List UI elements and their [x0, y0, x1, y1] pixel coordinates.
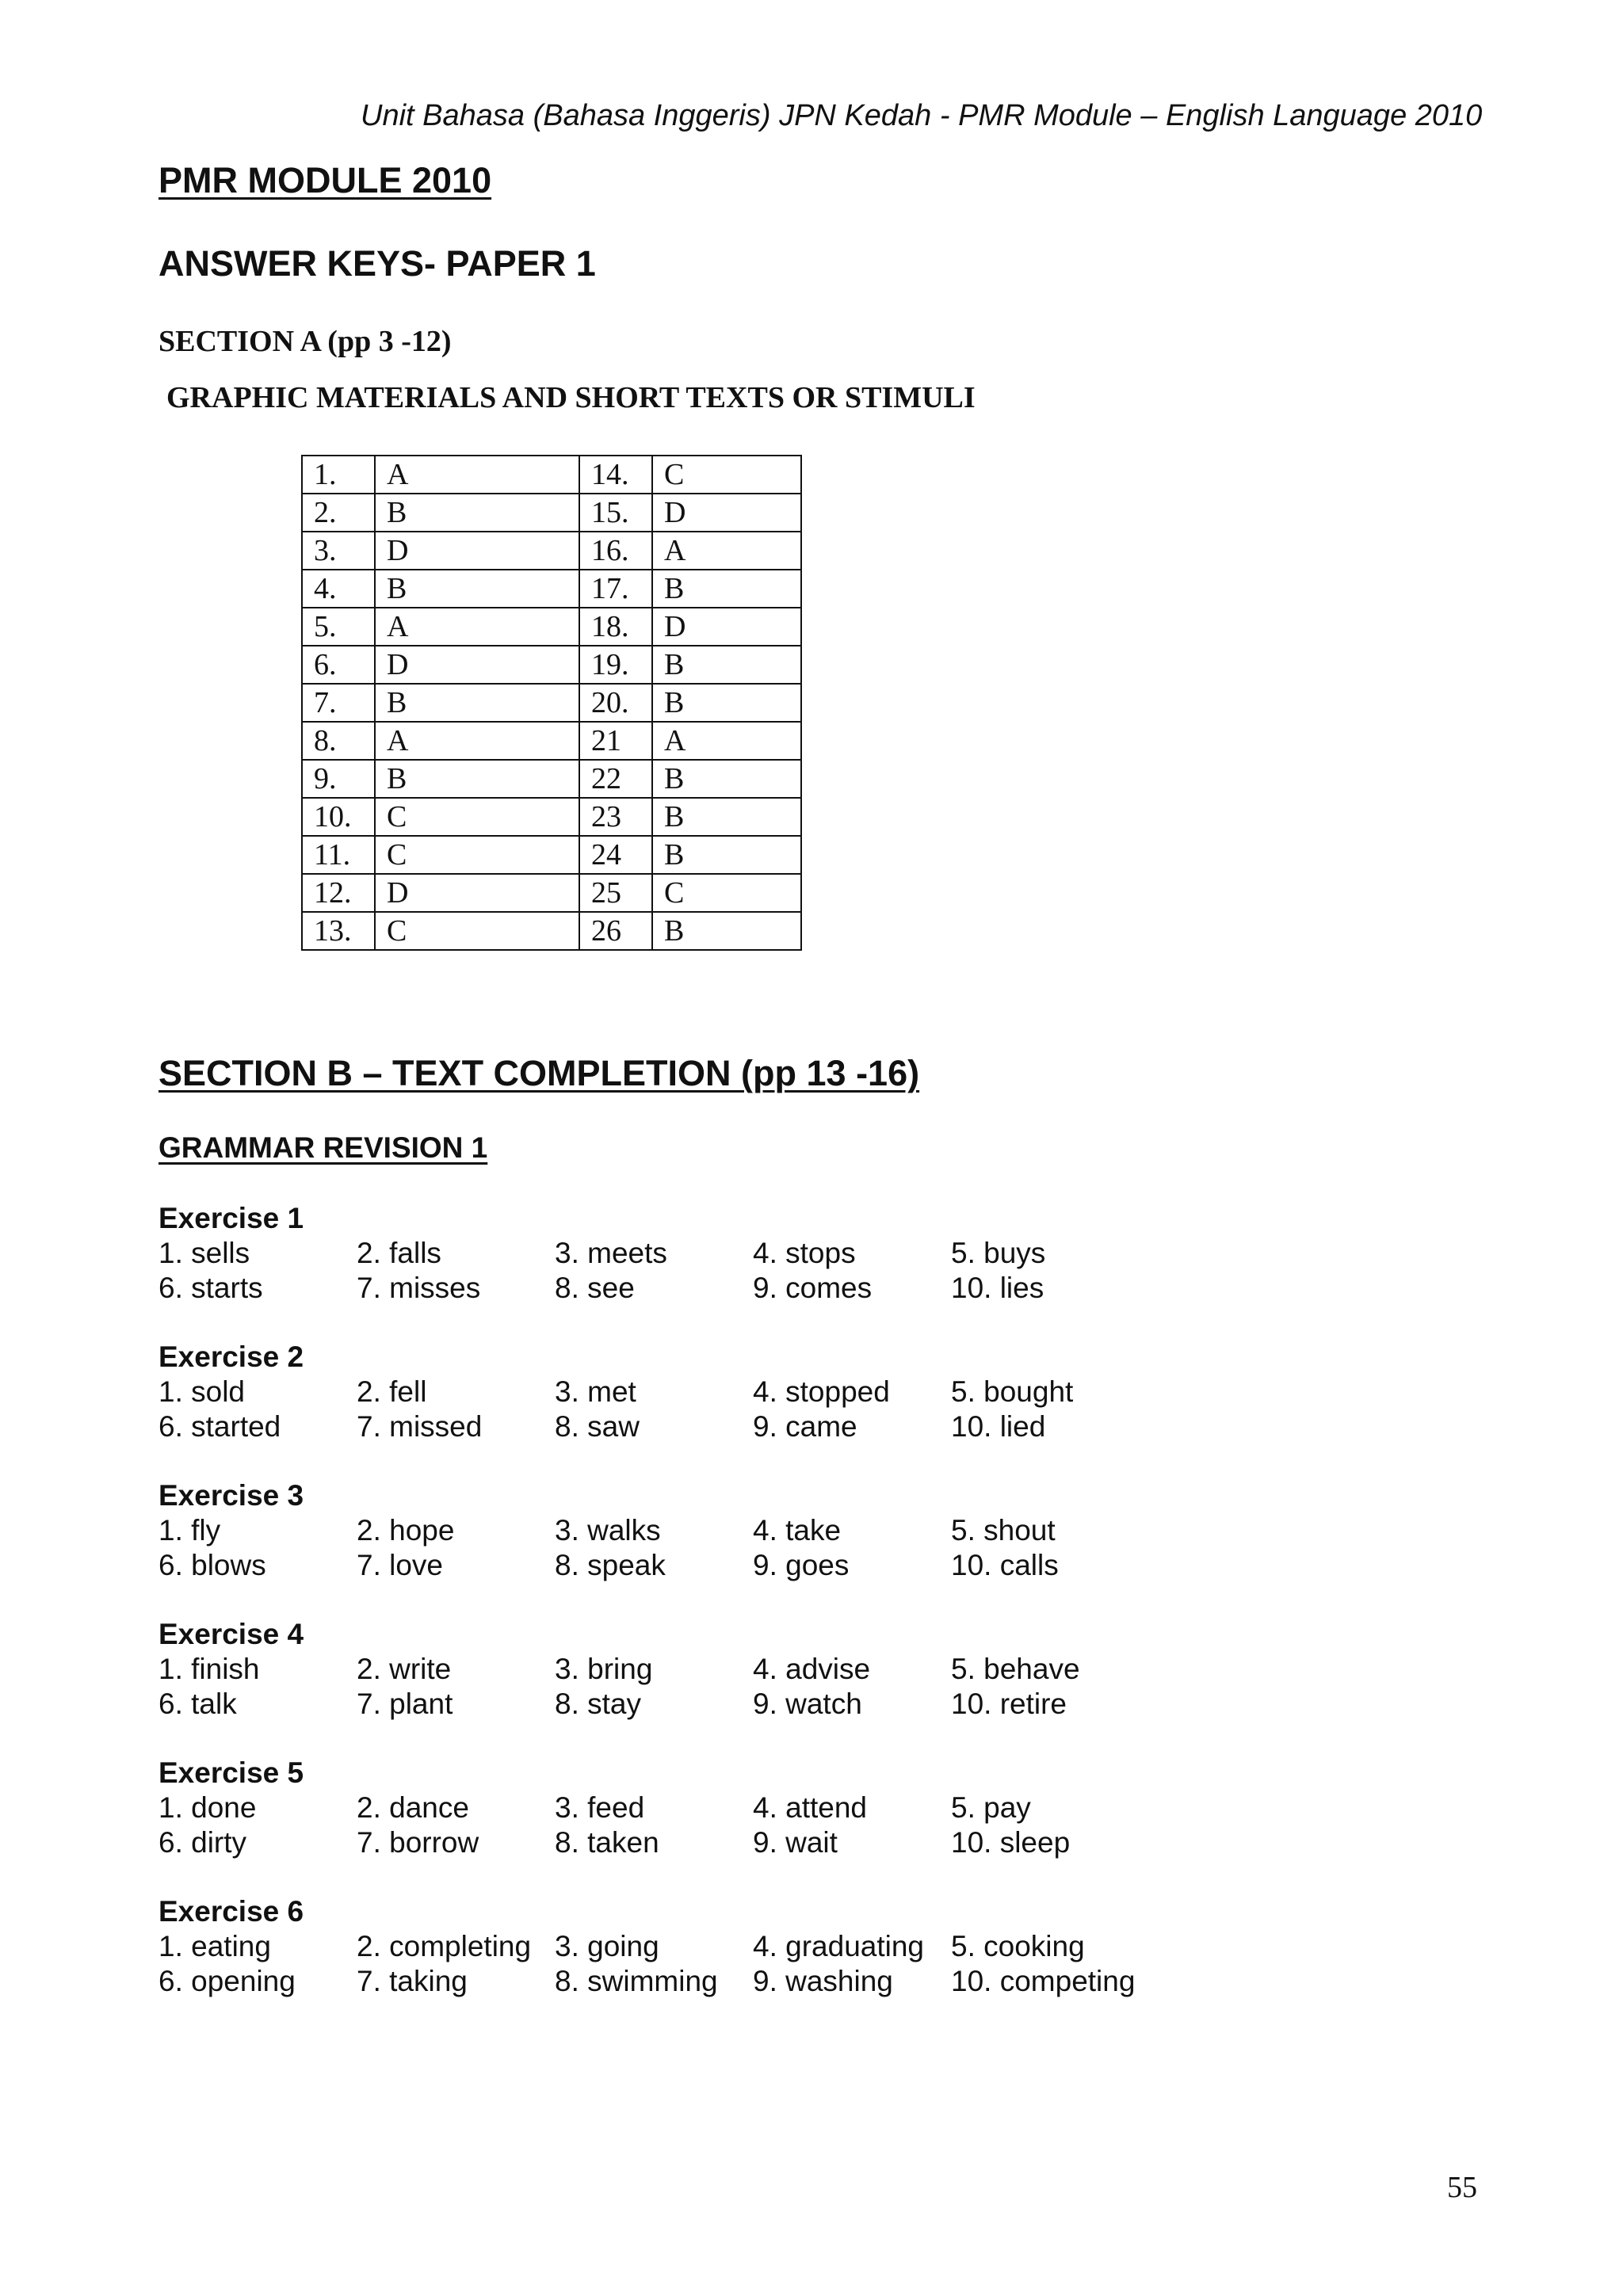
answer-cell: D — [375, 532, 579, 570]
table-row — [302, 608, 801, 646]
exercise-answer: 7. plant — [357, 1688, 453, 1720]
exercise-title: Exercise 2 — [158, 1341, 304, 1373]
exercise-answer: 6. starts — [158, 1272, 263, 1304]
question-number-cell: 19. — [579, 646, 652, 684]
answer-cell: D — [652, 608, 801, 646]
question-number-cell: 9. — [302, 760, 375, 798]
answer-cell: C — [375, 836, 579, 874]
question-number-cell: 18. — [579, 608, 652, 646]
answer-cell: B — [652, 912, 801, 950]
exercise-answer: 8. saw — [555, 1410, 640, 1443]
exercise-answer: 9. goes — [753, 1549, 850, 1581]
section-b-heading: SECTION B – TEXT COMPLETION (pp 13 -16) — [158, 1053, 920, 1093]
answer-cell: B — [375, 684, 579, 722]
exercise-answer: 9. wait — [753, 1826, 838, 1859]
answer-cell: A — [375, 608, 579, 646]
exercise-answer: 1. eating — [158, 1930, 271, 1962]
exercise-answer: 4. advise — [753, 1653, 871, 1685]
answer-cell: C — [375, 912, 579, 950]
exercise-answer: 4. stopped — [753, 1375, 890, 1408]
answer-cell: A — [652, 532, 801, 570]
grammar-revision-heading: GRAMMAR REVISION 1 — [158, 1131, 488, 1164]
exercise-answer: 9. came — [753, 1410, 857, 1443]
exercise-answer-row — [158, 1964, 1426, 1999]
answer-cell: A — [652, 722, 801, 760]
exercise-block — [158, 1756, 1426, 1894]
exercise-answer: 3. met — [555, 1375, 636, 1408]
question-number-cell: 14. — [579, 456, 652, 494]
exercise-answer: 9. washing — [753, 1965, 893, 1997]
exercise-answer: 5. behave — [951, 1653, 1080, 1685]
answer-cell: D — [652, 494, 801, 532]
exercise-answer: 6. dirty — [158, 1826, 247, 1859]
exercise-title: Exercise 3 — [158, 1479, 304, 1512]
exercise-answer: 6. opening — [158, 1965, 296, 1997]
exercise-answer: 2. write — [357, 1653, 452, 1685]
question-number-cell: 3. — [302, 532, 375, 570]
exercise-answer: 8. speak — [555, 1549, 666, 1581]
exercise-title: Exercise 4 — [158, 1618, 304, 1650]
exercise-title: Exercise 6 — [158, 1895, 304, 1928]
exercise-answer: 7. misses — [357, 1272, 481, 1304]
exercise-answer: 7. missed — [357, 1410, 483, 1443]
answer-cell: C — [375, 798, 579, 836]
exercise-list — [158, 1201, 1426, 2033]
exercise-answer-row — [158, 1825, 1426, 1860]
exercise-answer: 10. lied — [951, 1410, 1046, 1443]
exercise-answer: 10. competing — [951, 1965, 1136, 1997]
question-number-cell: 20. — [579, 684, 652, 722]
answer-cell: C — [652, 456, 801, 494]
question-number-cell: 7. — [302, 684, 375, 722]
exercise-answer: 3. walks — [555, 1514, 661, 1547]
exercise-answer: 9. watch — [753, 1688, 862, 1720]
answer-cell: B — [652, 760, 801, 798]
table-row — [302, 798, 801, 836]
table-row — [302, 570, 801, 608]
table-row — [302, 494, 801, 532]
question-number-cell: 4. — [302, 570, 375, 608]
table-row — [302, 646, 801, 684]
page-number: 55 — [1447, 2171, 1477, 2204]
exercise-block — [158, 1201, 1426, 1340]
section-a-answer-table — [301, 455, 802, 951]
answer-cell: B — [375, 760, 579, 798]
question-number-cell: 15. — [579, 494, 652, 532]
exercise-answer: 8. see — [555, 1272, 635, 1304]
exercise-answer: 5. shout — [951, 1514, 1056, 1547]
exercise-answer-row — [158, 1236, 1426, 1271]
table-row — [302, 532, 801, 570]
exercise-answer: 1. finish — [158, 1653, 260, 1685]
exercise-block — [158, 1617, 1426, 1756]
exercise-answer: 7. borrow — [357, 1826, 479, 1859]
exercise-answer: 9. comes — [753, 1272, 873, 1304]
answer-cell: B — [375, 570, 579, 608]
exercise-answer: 8. taken — [555, 1826, 659, 1859]
exercise-block — [158, 1478, 1426, 1617]
exercise-answer: 3. feed — [555, 1791, 645, 1824]
exercise-answer: 5. buys — [951, 1237, 1046, 1269]
answer-cell: B — [652, 646, 801, 684]
answer-cell: B — [375, 494, 579, 532]
answer-cell: B — [652, 570, 801, 608]
page-header: Unit Bahasa (Bahasa Inggeris) JPN Kedah - PMR Module – English Language 2010 — [361, 99, 1483, 132]
section-a-heading: SECTION A (pp 3 -12) — [158, 325, 452, 358]
table-row — [302, 722, 801, 760]
exercise-answer-row — [158, 1548, 1426, 1583]
exercise-answer-row — [158, 1409, 1426, 1444]
exercise-answer: 2. completing — [357, 1930, 532, 1962]
question-number-cell: 6. — [302, 646, 375, 684]
exercise-answer: 5. pay — [951, 1791, 1031, 1824]
question-number-cell: 17. — [579, 570, 652, 608]
answer-cell: A — [375, 456, 579, 494]
exercise-answer-row — [158, 1513, 1426, 1548]
exercise-answer: 7. love — [357, 1549, 444, 1581]
exercise-answer: 5. bought — [951, 1375, 1074, 1408]
exercise-answer: 7. taking — [357, 1965, 468, 1997]
exercise-answer: 4. stops — [753, 1237, 856, 1269]
answer-cell: C — [652, 874, 801, 912]
answer-cell: B — [652, 836, 801, 874]
table-row — [302, 684, 801, 722]
exercise-answer: 3. bring — [555, 1653, 653, 1685]
answer-cell: D — [375, 874, 579, 912]
question-number-cell: 13. — [302, 912, 375, 950]
exercise-answer: 1. done — [158, 1791, 257, 1824]
table-row — [302, 760, 801, 798]
exercise-answer: 2. dance — [357, 1791, 469, 1824]
question-number-cell: 24 — [579, 836, 652, 874]
question-number-cell: 1. — [302, 456, 375, 494]
question-number-cell: 23 — [579, 798, 652, 836]
table-row — [302, 874, 801, 912]
question-number-cell: 11. — [302, 836, 375, 874]
question-number-cell: 2. — [302, 494, 375, 532]
exercise-answer: 6. blows — [158, 1549, 266, 1581]
question-number-cell: 21 — [579, 722, 652, 760]
answer-keys-title: ANSWER KEYS- PAPER 1 — [158, 243, 596, 284]
section-a-subheading: GRAPHIC MATERIALS AND SHORT TEXTS OR STIMULI — [166, 381, 976, 414]
table-row — [302, 456, 801, 494]
question-number-cell: 26 — [579, 912, 652, 950]
exercise-answer: 10. calls — [951, 1549, 1059, 1581]
exercise-answer-row — [158, 1687, 1426, 1722]
question-number-cell: 25 — [579, 874, 652, 912]
exercise-answer: 8. stay — [555, 1688, 641, 1720]
exercise-answer: 2. fell — [357, 1375, 427, 1408]
answer-cell: B — [652, 684, 801, 722]
exercise-answer: 10. sleep — [951, 1826, 1071, 1859]
question-number-cell: 5. — [302, 608, 375, 646]
exercise-title: Exercise 5 — [158, 1756, 304, 1789]
exercise-answer: 5. cooking — [951, 1930, 1085, 1962]
exercise-answer: 2. falls — [357, 1237, 441, 1269]
exercise-answer: 8. swimming — [555, 1965, 718, 1997]
answer-cell: D — [375, 646, 579, 684]
table-row — [302, 836, 801, 874]
exercise-answer: 1. sold — [158, 1375, 246, 1408]
exercise-answer: 1. fly — [158, 1514, 221, 1547]
question-number-cell: 8. — [302, 722, 375, 760]
module-title: PMR MODULE 2010 — [158, 160, 492, 200]
exercise-answer: 1. sells — [158, 1237, 250, 1269]
exercise-answer: 10. lies — [951, 1272, 1044, 1304]
exercise-answer-row — [158, 1652, 1426, 1687]
exercise-answer-row — [158, 1375, 1426, 1409]
exercise-block — [158, 1340, 1426, 1478]
exercise-answer: 4. take — [753, 1514, 842, 1547]
question-number-cell: 22 — [579, 760, 652, 798]
exercise-answer: 4. attend — [753, 1791, 868, 1824]
exercise-answer: 6. started — [158, 1410, 281, 1443]
exercise-answer: 3. going — [555, 1930, 659, 1962]
table-row — [302, 912, 801, 950]
answer-cell: A — [375, 722, 579, 760]
exercise-answer: 6. talk — [158, 1688, 237, 1720]
exercise-block — [158, 1894, 1426, 2033]
exercise-answer-row — [158, 1929, 1426, 1964]
answer-cell: B — [652, 798, 801, 836]
exercise-answer: 10. retire — [951, 1688, 1067, 1720]
question-number-cell: 10. — [302, 798, 375, 836]
exercise-answer: 2. hope — [357, 1514, 455, 1547]
exercise-title: Exercise 1 — [158, 1202, 304, 1234]
exercise-answer: 4. graduating — [753, 1930, 925, 1962]
question-number-cell: 16. — [579, 532, 652, 570]
exercise-answer-row — [158, 1791, 1426, 1825]
exercise-answer: 3. meets — [555, 1237, 667, 1269]
exercise-answer-row — [158, 1271, 1426, 1306]
question-number-cell: 12. — [302, 874, 375, 912]
